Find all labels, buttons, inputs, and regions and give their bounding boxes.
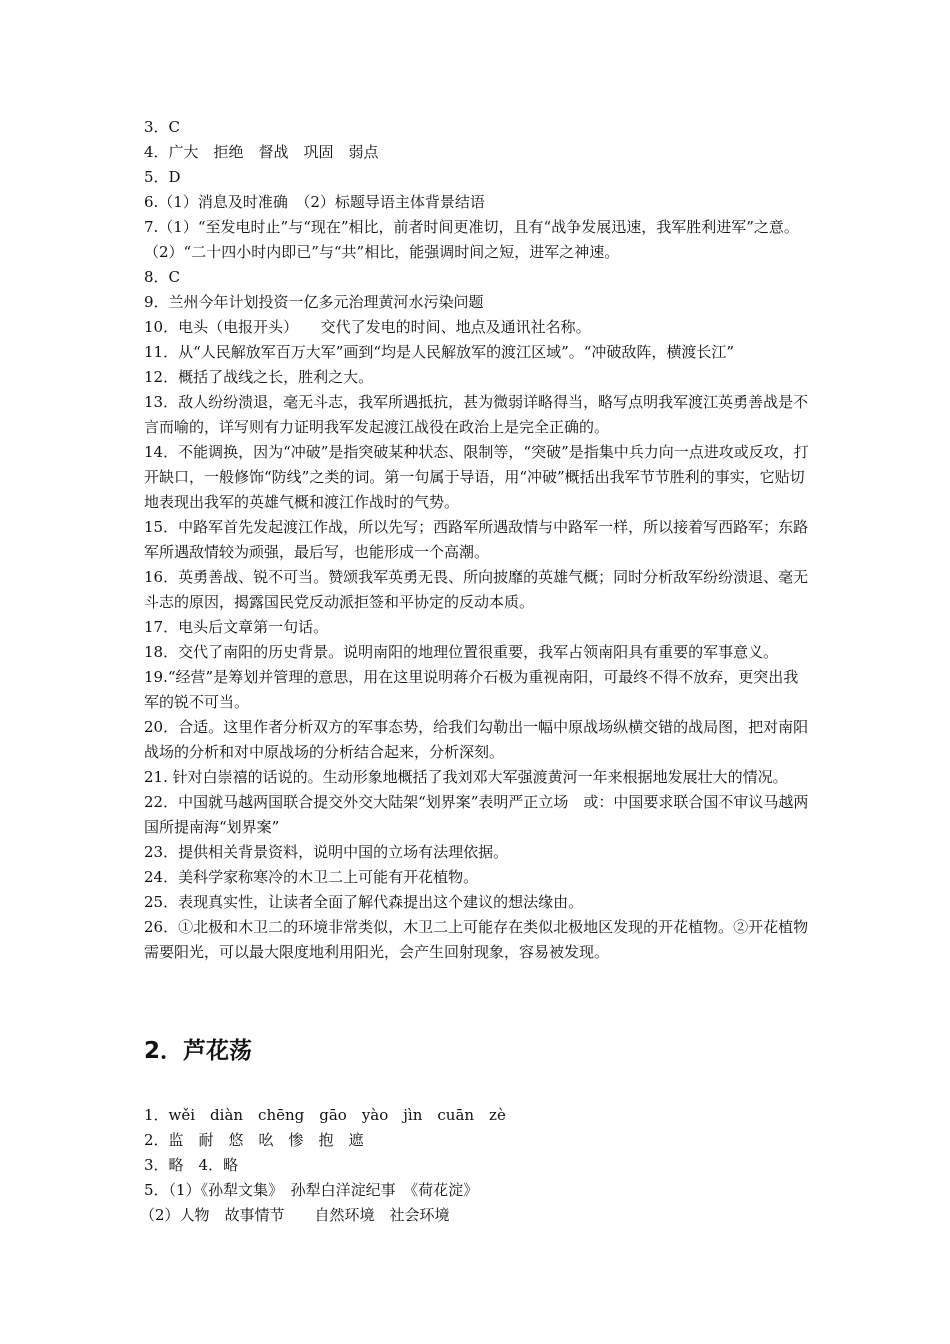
answer-item: 9．兰州今年计划投资一亿多元治理黄河水污染问题 <box>144 293 484 311</box>
answer-item: 3．C <box>144 118 181 136</box>
answer-item: 24．美科学家称寒冷的木卫二上可能有开花植物。 <box>144 868 479 886</box>
answer-item: （2）人物 故事情节 自然环境 社会环境 <box>140 1206 450 1224</box>
answer-item: 19.“经营”是筹划并管理的意思，用在这里说明蒋介石极为重视南阳，可最终不得不放弃，更突出我军的锐不可当。 <box>144 668 799 711</box>
answer-item: 16．英勇善战、锐不可当。赞颂我军英勇无畏、所向披靡的英雄气概；同时分析敌军纷纷溃退、毫无斗志的原因，揭露国民党反动派拒签和平协定的反动本质。 <box>144 568 809 611</box>
answer-item: 20．合适。这里作者分析双方的军事态势，给我们勾勒出一幅中原战场纵横交错的战局图，把对南阳战场的分析和对中原战场的分析结合起来，分析深刻。 <box>144 718 809 761</box>
answer-item: 12．概括了战线之长，胜利之大。 <box>144 368 374 386</box>
answer-item: 2．监 耐 悠 吆 惨 抱 遮 <box>144 1131 364 1149</box>
answer-item: 14．不能调换，因为“冲破”是指突破某种状态、限制等，“突破”是指集中兵力向一点进攻或反攻，打开缺口，一般修饰“防线”之类的词。第一句属于导语，用“冲破”概括出我军节节胜利的事实，它贴切地表现出我军的英雄气概和渡江作战时的气势。 <box>144 443 809 511</box>
answer-item: 17．电头后文章第一句话。 <box>144 618 329 636</box>
answer-item: 7.（1）“至发电时止”与“现在”相比，前者时间更准切，且有“战争发展迅速，我军胜利进军”之意。 （2）“二十四小时内即已”与“共”相比，能强调时间之短，进军之神速。 <box>144 218 822 261</box>
section-heading: 2．芦花荡 <box>144 1038 253 1064</box>
answer-item: 22．中国就马越两国联合提交外交大陆架“划界案”表明严正立场 或：中国要求联合国不审议马越两国所提南海“划界案” <box>144 793 809 836</box>
answer-item: 5．D <box>144 168 181 186</box>
answer-item: 18．交代了南阳的历史背景。说明南阳的地理位置很重要，我军占领南阳具有重要的军事意义。 <box>144 643 779 661</box>
answer-item: 10．电头（电报开头） 交代了发电的时间、地点及通讯社名称。 <box>144 318 591 336</box>
answer-item: 23．提供相关背景资料，说明中国的立场有法理依据。 <box>144 843 509 861</box>
answer-item: 11．从“人民解放军百万大军”画到“均是人民解放军的渡江区域”。“冲破敌阵，横渡长江” <box>144 343 735 361</box>
answer-item: 26．①北极和木卫二的环境非常类似，木卫二上可能存在类似北极地区发现的开花植物。②开花植物需要阳光，可以最大限度地利用阳光，会产生回射现象，容易被发现。 <box>144 918 809 961</box>
answer-item: 25．表现真实性，让读者全面了解代森提出这个建议的想法缘由。 <box>144 893 584 911</box>
answer-item: 8．C <box>144 268 181 286</box>
answers-section-2 <box>140 1103 812 1228</box>
answer-item: 1．wěi diàn chēng gāo yào jìn cuān zè <box>144 1106 506 1124</box>
answer-item: 6.（1）消息及时准确 （2）标题导语主体背景结语 <box>144 193 485 211</box>
answer-item: 4．广大 拒绝 督战 巩固 弱点 <box>144 143 379 161</box>
answer-item: 5．（1）《孙犁文集》 孙犁白洋淀纪事 《荷花淀》 <box>144 1181 479 1199</box>
answer-item: 21. 针对白崇禧的话说的。生动形象地概括了我刘邓大军强渡黄河一年来根据地发展壮大的情况。 <box>144 768 788 786</box>
answer-item: 3．略 4．略 <box>144 1156 239 1174</box>
answer-item: 13．敌人纷纷溃退，毫无斗志，我军所遇抵抗，甚为微弱详略得当，略写点明我军渡江英勇善战是不言而喻的，详写则有力证明我军发起渡江战役在政治上是完全正确的。 <box>144 393 809 436</box>
answer-item: 15．中路军首先发起渡江作战，所以先写；西路军所遇敌情与中路军一样，所以接着写西路军；东路军所遇敌情较为顽强，最后写，也能形成一个高潮。 <box>144 518 809 561</box>
answers-section-1 <box>144 115 822 965</box>
